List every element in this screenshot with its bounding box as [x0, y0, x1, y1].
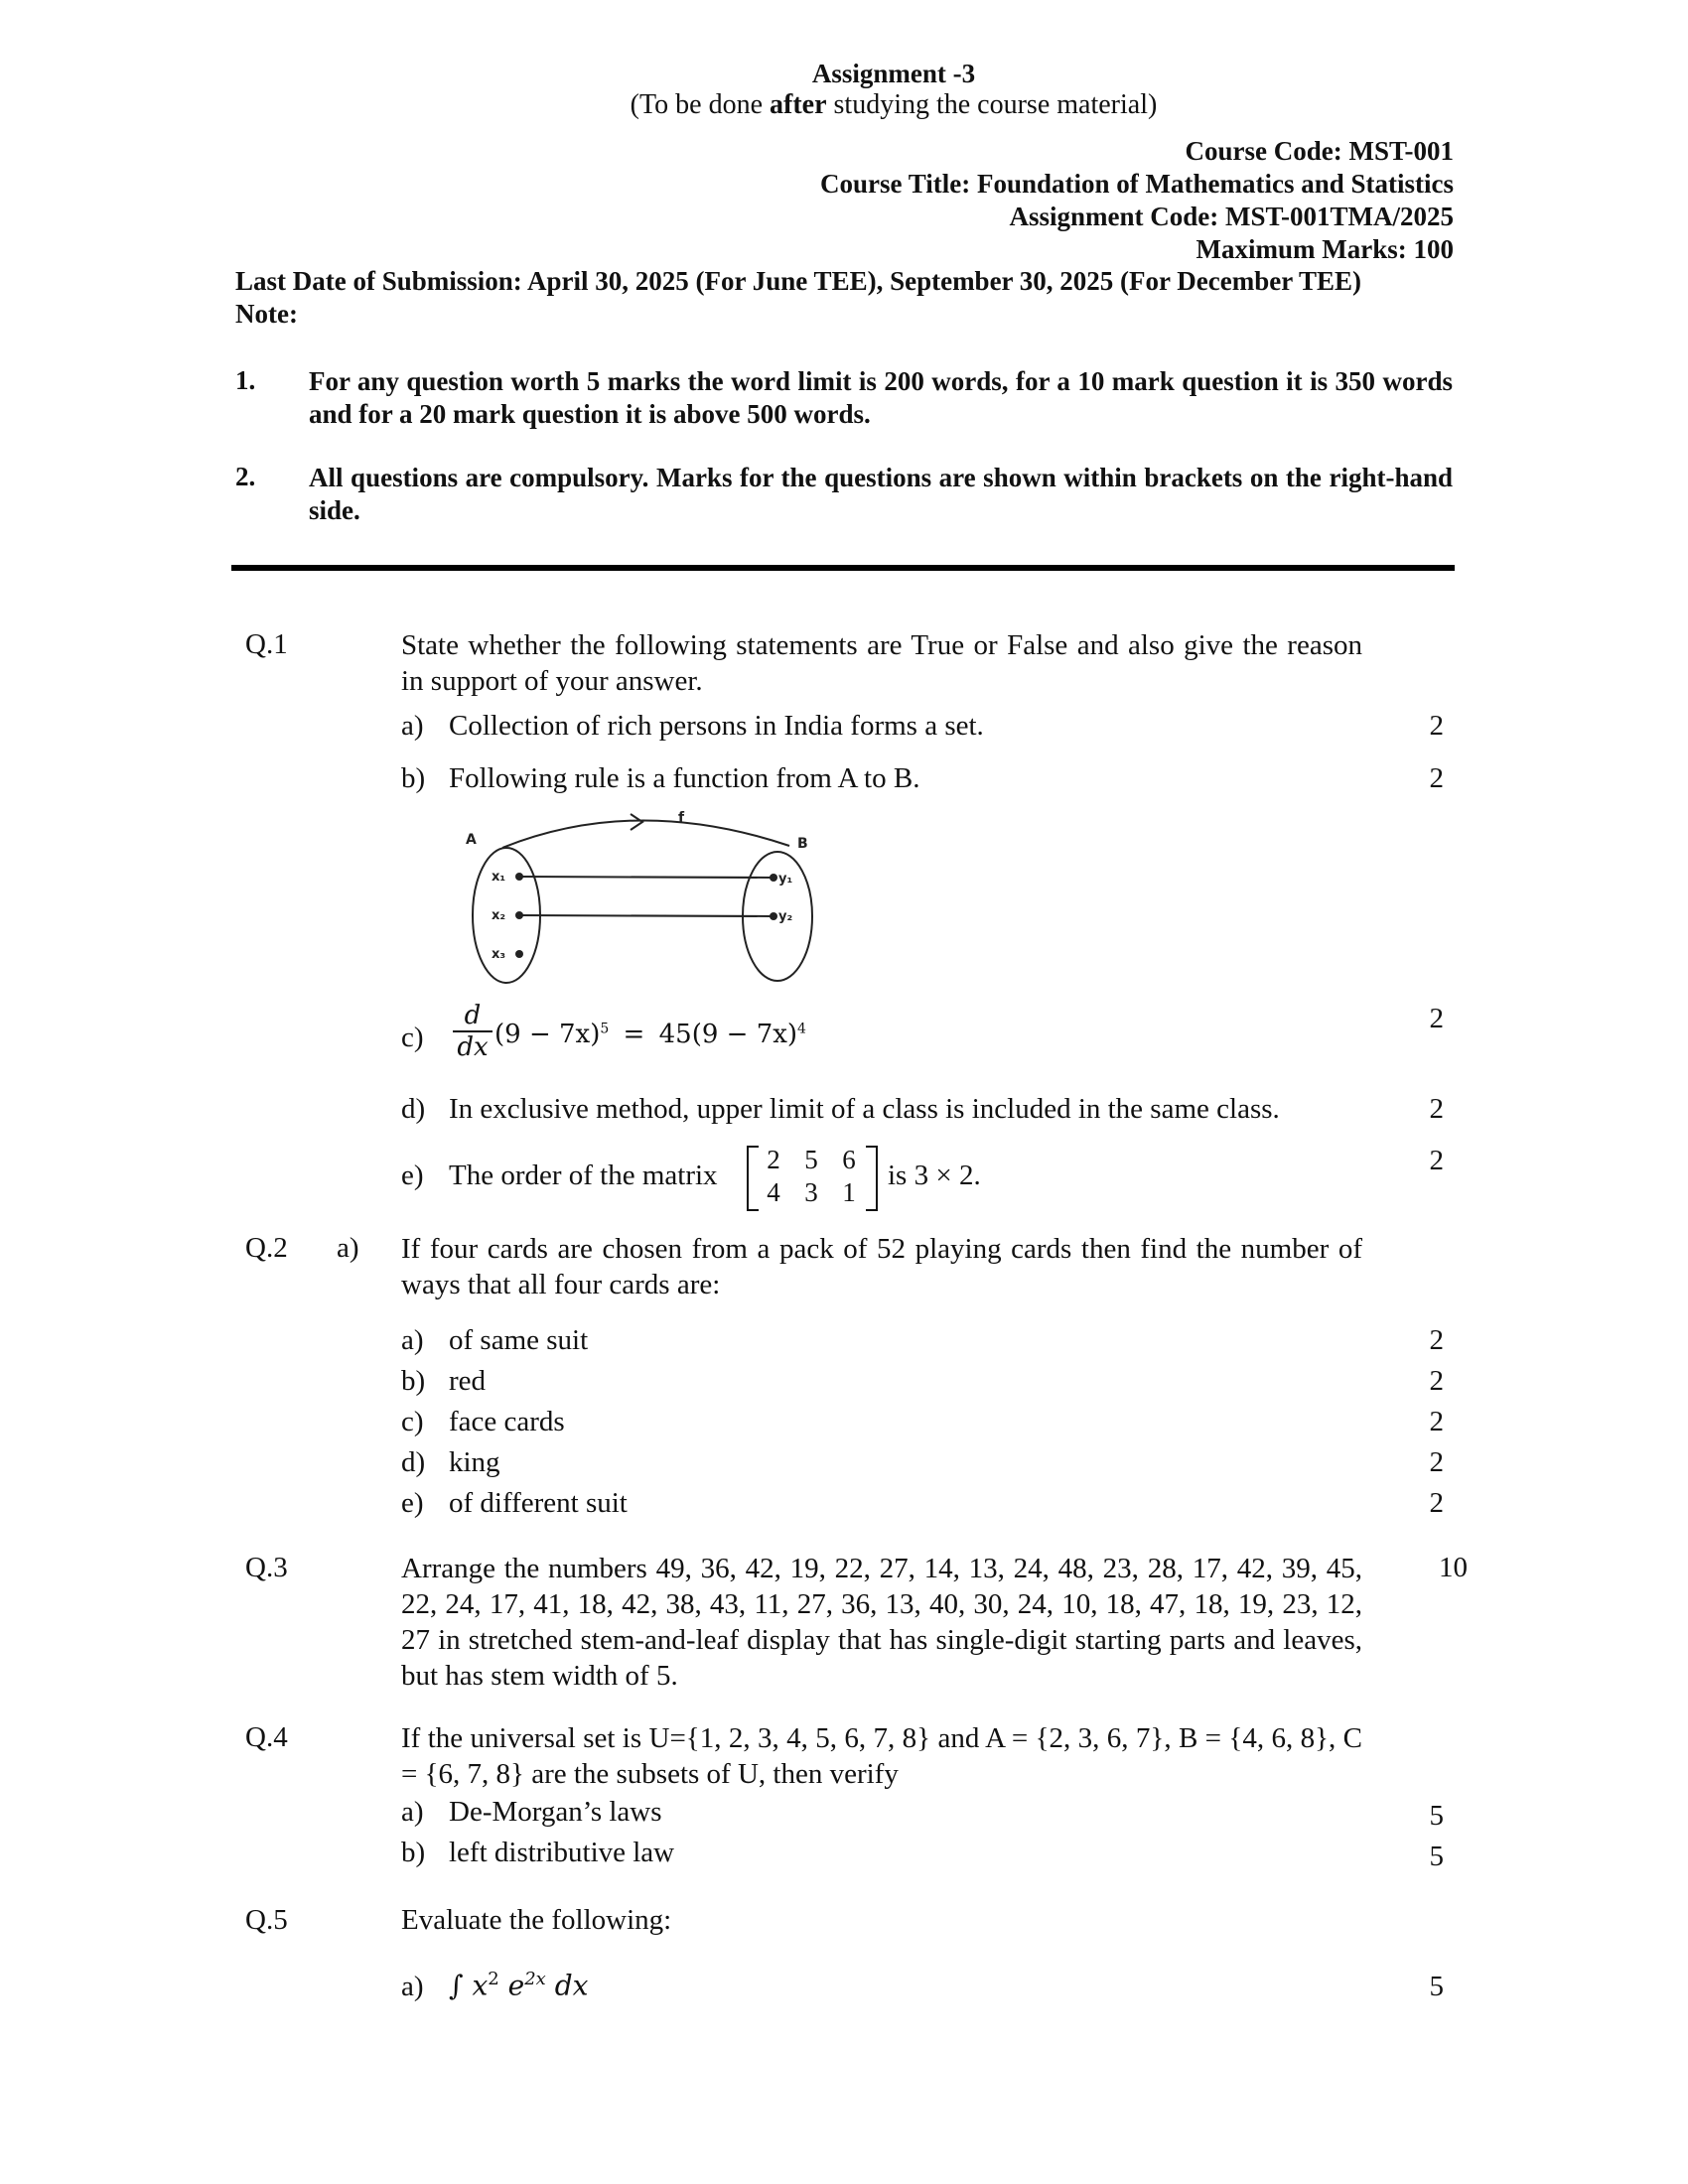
question-2-part: a)	[337, 1232, 359, 1264]
y1-label: y₁	[778, 872, 793, 887]
q2-e-letter: e)	[401, 1487, 424, 1519]
matrix-cell-2-3: 1	[842, 1177, 856, 1207]
q1-d-letter: d)	[401, 1093, 426, 1125]
divider-rule	[231, 565, 1455, 571]
matrix-cell-1-1: 2	[767, 1145, 780, 1174]
mapping-x1-y1	[519, 877, 774, 878]
matrix-cell-1-2: 5	[804, 1145, 818, 1174]
y2-label: y₂	[778, 909, 793, 924]
q1-e-letter: e)	[401, 1160, 424, 1191]
map-f-label: f	[678, 810, 685, 826]
course-code: Course Code: MST-001	[1185, 136, 1454, 166]
question-5-text: Evaluate the following:	[401, 1904, 672, 1936]
mapping-x2-y2	[519, 915, 774, 916]
question-4-text: If the universal set is U={1, 2, 3, 4, 5, 6, 7, 8} and A = {2, 3, 6, 7}, B = {4, 6, 8}, C = {6, 7, 8} are the subsets of U, then verify	[401, 1722, 1362, 1790]
matrix-cell-1-3: 6	[842, 1145, 856, 1174]
q5-a-marks: 5	[1429, 1971, 1444, 2002]
q5-a-letter: a)	[401, 1971, 424, 2002]
q1-c-derivative-fraction	[453, 1001, 492, 1062]
q1-c-rhs-exponent: 4	[797, 1021, 806, 1037]
function-mapping-diagram	[437, 804, 854, 993]
q1-c-dx: dx	[457, 1032, 489, 1062]
question-number-2: Q.2	[245, 1232, 288, 1264]
question-2-text: If four cards are chosen from a pack of 52 playing cards then find the number of ways that all four cards are:	[401, 1233, 1362, 1300]
q1-c-lhs: (9 − 7x)	[494, 1020, 601, 1049]
q1-e-text-post: is 3 × 2.	[888, 1160, 981, 1191]
q4-b-letter: b)	[401, 1837, 426, 1868]
q5-a-exponent-2: 2	[488, 1969, 499, 1989]
q1-c-d: d	[453, 1001, 492, 1032]
q5-a-base-x: x	[472, 1969, 489, 2002]
q5-a-exponent-2x: 2x	[524, 1969, 546, 1989]
last-date-of-submission: Last Date of Submission: April 30, 2025 (For June TEE), September 30, 2025 (For December TEE)	[235, 266, 1361, 296]
q2-c-marks: 2	[1429, 1406, 1444, 1437]
q1-d-text: In exclusive method, upper limit of a class is included in the same class.	[449, 1093, 1280, 1125]
map-arrow-head	[631, 814, 642, 830]
q2-d-letter: d)	[401, 1446, 426, 1478]
question-3-text: Arrange the numbers 49, 36, 42, 19, 22, 27, 14, 13, 24, 48, 23, 28, 17, 42, 39, 45, 22, 24, 17, 41, 18, 42, 38, 43, 11, 27, 36, 13, 40, 30, 24, 10, 18, 47, 18, 19, 23, 12, 27 in stretched stem-and-leaf display that has single-digit starting parts and leaves, but has stem width of 5.	[401, 1553, 1362, 1692]
x3-point	[515, 950, 523, 958]
q2-b-marks: 2	[1429, 1365, 1444, 1397]
set-b-label: B	[797, 836, 808, 852]
x3-label: x₃	[492, 947, 506, 962]
q1-c-letter: c)	[401, 1022, 424, 1053]
q2-b-letter: b)	[401, 1365, 426, 1397]
q2-b-text: red	[449, 1365, 487, 1397]
q4-a-text: De-Morgan’s laws	[449, 1796, 662, 1828]
note-number-2: 2.	[235, 462, 256, 491]
q3-marks: 10	[1439, 1552, 1468, 1583]
q1-a-marks: 2	[1429, 710, 1444, 742]
question-1-text: State whether the following statements are True or False and also give the reason in support of your answer.	[401, 629, 1362, 697]
q2-e-marks: 2	[1429, 1487, 1444, 1519]
q1-c-equals: =	[623, 1020, 645, 1049]
q2-d-text: king	[449, 1446, 500, 1478]
q2-d-marks: 2	[1429, 1446, 1444, 1478]
note-text-2: All questions are compulsory. Marks for the questions are shown within brackets on the right-hand side.	[309, 463, 1453, 525]
q1-a-text: Collection of rich persons in India forms a set.	[449, 710, 984, 742]
q1-c-lhs-exponent: 5	[600, 1021, 610, 1037]
q1-b-text: Following rule is a function from A to B.	[449, 762, 920, 794]
q1-c-expression	[494, 1020, 806, 1049]
assignment-code: Assignment Code: MST-001TMA/2025	[1009, 202, 1454, 231]
assignment-title: Assignment -3	[811, 59, 976, 88]
question-number-1: Q.1	[245, 628, 288, 660]
q4-b-marks: 5	[1429, 1841, 1444, 1872]
x2-label: x₂	[492, 908, 506, 923]
q1-b-letter: b)	[401, 762, 426, 794]
q1-c-marks: 2	[1429, 1003, 1444, 1034]
q2-a-marks: 2	[1429, 1324, 1444, 1356]
q4-a-letter: a)	[401, 1796, 424, 1828]
q2-c-letter: c)	[401, 1406, 424, 1437]
q2-c-text: face cards	[449, 1406, 565, 1437]
note-label: Note:	[235, 299, 298, 329]
x1-label: x₁	[492, 870, 506, 885]
set-a-label: A	[466, 832, 477, 848]
matrix-cell-2-2: 3	[804, 1177, 818, 1207]
q4-a-marks: 5	[1429, 1800, 1444, 1832]
assignment-subtitle: (To be done after studying the course material)	[630, 89, 1158, 120]
map-arrow-curve	[502, 820, 789, 848]
note-number-1: 1.	[235, 365, 256, 395]
matrix	[747, 1144, 878, 1211]
question-number-4: Q.4	[245, 1721, 288, 1753]
q1-e-text-pre: The order of the matrix	[449, 1160, 718, 1191]
q1-e-marks: 2	[1429, 1145, 1444, 1176]
q1-a-letter: a)	[401, 710, 424, 742]
course-title: Course Title: Foundation of Mathematics and Statistics	[819, 169, 1454, 199]
q1-c-rhs: 45(9 − 7x)	[658, 1020, 798, 1049]
maximum-marks: Maximum Marks: 100	[1196, 234, 1454, 264]
q2-e-text: of different suit	[449, 1487, 628, 1519]
q4-b-text: left distributive law	[449, 1837, 675, 1868]
question-number-3: Q.3	[245, 1552, 288, 1583]
note-text-1: For any question worth 5 marks the word limit is 200 words, for a 10 mark question it is 350 words and for a 20 mark question it is above 500 words.	[309, 366, 1453, 429]
question-number-5: Q.5	[245, 1904, 288, 1936]
q2-a-text: of same suit	[449, 1324, 589, 1356]
q2-a-letter: a)	[401, 1324, 424, 1356]
q5-a-dx: dx	[554, 1969, 589, 2002]
matrix-cell-2-1: 4	[767, 1177, 780, 1207]
q1-d-marks: 2	[1429, 1093, 1444, 1125]
q5-a-base-e: e	[507, 1969, 525, 2002]
integral-sign: ∫	[449, 1969, 464, 2002]
q5-a-integral-expression	[449, 1969, 588, 2001]
q1-b-marks: 2	[1429, 762, 1444, 794]
